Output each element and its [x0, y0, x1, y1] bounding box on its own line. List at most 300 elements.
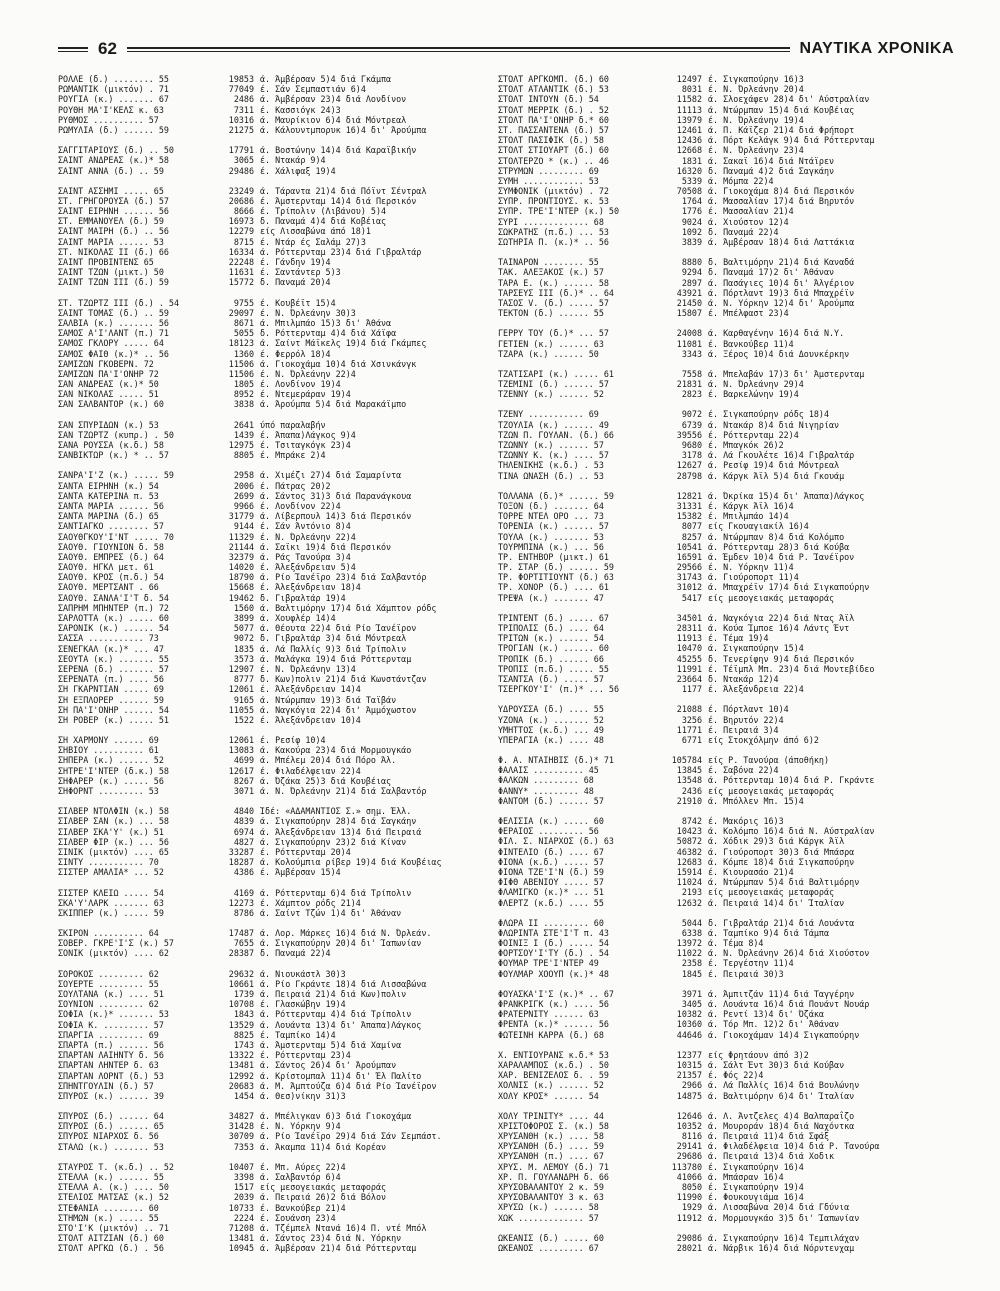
- ship-name: ΣΤΕΦΑΝΙΑ ........ 60: [58, 1202, 159, 1213]
- ship-position: ά. Πειραιά 14)4 δι' Ίταλίαν: [708, 897, 845, 908]
- ship-position: ά. Πειραιά 11)4 διά Σφάξ: [708, 1131, 830, 1142]
- ship-name: ΣΑΙΝΤ ΑΝΝΑ (δ.) .. 59: [58, 165, 164, 176]
- ship-row: [498, 1030, 958, 1040]
- ship-row: [58, 542, 488, 552]
- ship-row: [498, 1233, 958, 1243]
- ship-position: ά. Λά Παλλίς 9)3 διά Τρίπολιν: [260, 643, 407, 654]
- ship-tonnage: 3971: [681, 988, 702, 999]
- ship-position: ά. Πειραιά 26)2 διά Βόλον: [260, 1192, 387, 1203]
- ship-name: ΣΤ. ΝΙΚΟΛΑΣ ΙΙ (δ.) 66: [58, 246, 169, 257]
- ship-group: [58, 74, 488, 135]
- ship-name: ΤΑΣΟΣ V. (δ.) ..... 57: [498, 297, 609, 308]
- ship-name: ΣΑΙΝΤ ΤΖΩΝ (μικτ.) 50: [58, 267, 164, 278]
- ship-tonnage: 9165: [233, 694, 254, 705]
- ship-tonnage: 8825: [233, 1029, 254, 1040]
- ship-row: [58, 745, 488, 755]
- ship-name: ΧΡΥΣΑΝΘΗ (δ.) .... 59: [498, 1141, 604, 1152]
- ship-position: ά. Άκαμπα 11)4 διά Κορέαν: [260, 1141, 387, 1152]
- ship-position: ά. Άμβέρσαν 18)4 διά Λαττάκια: [708, 237, 855, 247]
- ship-position: ά. Λουάντα 13)4 δι' Άπαπα)Λάγκος: [260, 1019, 422, 1030]
- ship-name: ΧΟΛΝΙΣ (κ.) ...... 52: [498, 1080, 604, 1091]
- ship-name: ΤΡ. ΕΝΤΗΒΟΡ (μικτ.) 61: [498, 551, 609, 562]
- ship-position: ά. Μπελαβάν 17)3 δι' Άμστερνταμ: [708, 368, 865, 379]
- ship-tonnage: 1439: [233, 429, 254, 440]
- ship-tonnage: 3256: [681, 714, 702, 725]
- ship-tonnage: 12646: [676, 1110, 702, 1121]
- ship-position: ά. Τέμα 8)4: [708, 938, 764, 949]
- ship-position: ά. Ρόττερνταμ 23)4 διά Γιβραλτάρ: [260, 246, 422, 257]
- ship-name: ΣΤ. ΓΡΗΓΟΡΟΥΣΑ (δ.) 57: [58, 195, 169, 206]
- ship-tonnage: 15807: [676, 308, 702, 319]
- ship-tonnage: 28798: [676, 470, 702, 481]
- ship-name: ΦΟΥΛΜΑΡ ΧΟΟΥΠ (κ.)* 48: [498, 968, 609, 979]
- ship-position: έ. Άμστερνταμ 14)4 διά Περσικόν: [260, 195, 417, 206]
- ship-row: [498, 1009, 958, 1019]
- ship-row: [58, 1162, 488, 1172]
- ship-position: ά. Λουάντα 16)4 διά Πουάντ Νουάρ: [708, 999, 870, 1009]
- ship-row: [498, 1192, 958, 1202]
- ship-name: ΦΙΝΤΕΛΙΟ (δ.) .... 67: [498, 846, 604, 857]
- ship-position: ά. Ρόττερνταμ 28)3 διά Κούβα: [708, 541, 850, 552]
- ship-position: έ. Πειραιά 30)3: [708, 968, 784, 979]
- ship-row: [58, 572, 488, 582]
- ship-row: [58, 308, 488, 318]
- ship-row: [58, 389, 488, 399]
- ship-position: ά. Κολούμπια ρίβερ 19)4 διά Κουβέιας: [260, 857, 442, 868]
- ship-position: ά. Ξέρος 10)4 διά Δουνκέρκην: [708, 348, 850, 359]
- ship-position: ά. Άμβέρσαν 21)4 διά Ρόττερνταμ: [260, 1243, 417, 1254]
- ship-tonnage: 11506: [228, 368, 254, 379]
- ship-tonnage: 3071: [233, 786, 254, 796]
- ship-name: ΣΑΝ ΤΖΩΡΤΖ (κυπρ.) . 50: [58, 429, 174, 440]
- ship-name: ΣΟΒΕΡ. ΓΚΡΕ'Ι'Σ (κ.) 57: [58, 938, 174, 949]
- ship-tonnage: 21144: [228, 541, 254, 552]
- ship-tonnage: 5044: [681, 917, 702, 928]
- ship-tonnage: 8031: [681, 84, 702, 95]
- ship-row: [498, 1019, 958, 1029]
- ship-group: [498, 1233, 958, 1253]
- ship-position: έ. Άλεξάνδρειαν 14)4: [260, 684, 361, 695]
- ship-tonnage: 11024: [676, 877, 702, 888]
- ship-position: έ. Ντάρ ές Σαλάμ 27)3: [260, 236, 366, 247]
- ship-tonnage: 9966: [233, 500, 254, 511]
- ship-position: έ. Σαντάντερ 5)3: [260, 267, 341, 278]
- ship-name: ΤΡΟΓΙΑΝ (κ.) ...... 60: [498, 643, 609, 654]
- ship-row: [58, 1223, 488, 1233]
- ship-group: [498, 613, 958, 695]
- ship-tonnage: 6739: [681, 419, 702, 430]
- ship-row: [58, 755, 488, 765]
- ship-group: [498, 1050, 958, 1101]
- ship-name: ΣΑΜΟΣ ΓΚΛΟΡΥ ..... 64: [58, 338, 164, 349]
- ship-position: ά. Άμπιτζάν 11)4 διά Ταγγέρην: [708, 988, 855, 999]
- ship-row: [58, 521, 488, 531]
- ship-name: ΣΠΑΡΤΑΝ ΛΟΡΝΤ (δ.) 53: [58, 1070, 164, 1081]
- ship-row: [498, 430, 958, 440]
- ship-name: ΦΡΕΝΤΑ (κ.)* ...... 56: [498, 1019, 609, 1030]
- ship-position: είς μεσογειακάς μεταφοράς: [708, 887, 835, 898]
- ship-tonnage: 12461: [676, 124, 702, 135]
- ship-name: ΣΗΦΑΡΕΡ (κ.) ..... 56: [58, 775, 164, 786]
- ship-position: ά. Άμβέρσαν 23)4 διά Λονδίνον: [260, 94, 407, 105]
- ship-position: ά. Όκρίκα 15)4 δι' Άπαπα)Λάγκος: [708, 490, 865, 501]
- ship-tonnage: 16334: [228, 246, 254, 257]
- ship-name: ΣΑΝΤΑ ΜΑΡΙΝΑ (δ.) 65: [58, 511, 159, 522]
- ship-name: ΤΡ. ΣΤΑΡ (δ.) ...... 59: [498, 562, 614, 573]
- ship-position: είς Στοκχόλμην άπό 6)2: [708, 734, 819, 745]
- ship-row: [58, 633, 488, 643]
- ship-row: [498, 369, 958, 379]
- ship-name: ΤΑΚ. ΑΛΕΞΑΚΟΣ (κ.) 57: [498, 267, 604, 278]
- ship-row: [58, 806, 488, 816]
- ship-tonnage: 1845: [681, 968, 702, 979]
- ship-position: ά. Λισσαβώνα 20)4 διά Γδύνια: [708, 1202, 850, 1213]
- ship-tonnage: 13481: [228, 1060, 254, 1071]
- ship-position: έ. Σουάνση 23)4: [260, 1212, 336, 1223]
- ship-row: [498, 999, 958, 1009]
- ship-position: ά. Ρεσίφ 19)4 διά Μόντρεαλ: [708, 460, 840, 471]
- ship-row: [58, 470, 488, 480]
- ship-name: ΣΑΓΓΙΤΑΡΙΟΥΣ (δ.) .. 50: [58, 145, 174, 156]
- ship-tonnage: 8050: [681, 1182, 702, 1192]
- ship-position: είς μεσογειακάς μεταφοράς: [260, 1182, 387, 1193]
- ship-name: ΦΟΙΝΙΞ Ι (δ.) ..... 54: [498, 938, 609, 949]
- ship-name: ΧΡΥΣΟΒΑΛΑΝΤΟΥ 2 κ. 59: [498, 1182, 604, 1192]
- ship-tonnage: 5077: [233, 623, 254, 634]
- ship-position: είς Γκουαγιακίλ 16)4: [708, 521, 809, 532]
- page-number: 62: [98, 39, 117, 58]
- ship-position: έ. Ν. Όρλεάνην 22)4: [260, 531, 356, 542]
- ship-row: [498, 1070, 958, 1080]
- ship-tonnage: 29686: [676, 1151, 702, 1162]
- ship-row: [498, 582, 958, 592]
- ship-row: [58, 501, 488, 511]
- ship-row: [498, 257, 958, 267]
- ship-row: [498, 145, 958, 155]
- ship-tonnage: 1177: [681, 684, 702, 695]
- ship-tonnage: 8116: [681, 1131, 702, 1142]
- ship-row: [498, 1131, 958, 1141]
- ship-row: [58, 1050, 488, 1060]
- ship-row: [498, 196, 958, 206]
- ship-tonnage: 23249: [228, 185, 254, 196]
- ship-position: ά. Λίβερπουλ 14)3 διά Περσικόν: [260, 511, 412, 522]
- ship-tonnage: 44646: [676, 1029, 702, 1040]
- ship-name: ΣΕΝΕΓΚΑΛ (κ.)* ... 47: [58, 643, 164, 654]
- ship-tonnage: 1560: [233, 602, 254, 613]
- ship-tonnage: 1454: [233, 1090, 254, 1101]
- ship-row: [58, 349, 488, 359]
- ship-tonnage: 2823: [681, 389, 702, 400]
- ship-position: έ. Λονδίνον 19)4: [260, 379, 341, 390]
- ship-row: [498, 816, 958, 826]
- ship-position: ά. Ντώρμπαν 5)4 διά Βαλτιμόρην: [708, 877, 860, 888]
- ship-row: [58, 613, 488, 623]
- ship-name: ΣΗΦΟΡΝΤ ......... 53: [58, 786, 159, 796]
- ship-tonnage: 2966: [681, 1080, 702, 1091]
- ship-tonnage: 13845: [676, 765, 702, 776]
- ship-tonnage: 3838: [233, 399, 254, 410]
- ship-tonnage: 9072: [233, 633, 254, 644]
- ship-row: [498, 532, 958, 542]
- ship-position: ά. Κούα Ίμποε 16)4 Λάντς Έντ: [708, 623, 850, 633]
- ship-name: ΣΑΙΝΤ ΑΣΣΗΜΙ ..... 65: [58, 185, 164, 196]
- ship-row: [498, 206, 958, 216]
- ship-tonnage: 3343: [681, 348, 702, 359]
- ship-tonnage: 12436: [676, 135, 702, 146]
- ship-position: ά. Ρίο Ίανέϊρο 23)4 διά Σαλβαντόρ: [260, 572, 427, 583]
- ship-name: ΣΤΟΛΤ ΣΤΙΟΥΑΡΤ (δ.) 60: [498, 145, 609, 156]
- ship-tonnage: 21275: [228, 124, 254, 135]
- ship-tonnage: 13972: [676, 938, 702, 949]
- ship-row: [58, 1172, 488, 1182]
- ship-tonnage: 13322: [228, 1050, 254, 1061]
- ship-row: [498, 298, 958, 308]
- ship-name: ΣΠΥΡΟΣ (κ.) ...... 39: [58, 1090, 164, 1101]
- ship-name: ΤΙΝΑ ΩΝΑΣΗ (δ.) .. 53: [498, 470, 604, 481]
- ship-position: δ. Παναμά 20)4: [260, 277, 331, 288]
- ship-tonnage: 15382: [676, 511, 702, 522]
- ship-name: ΣΗΒΙΟΥ .......... 61: [58, 745, 159, 756]
- ship-name: Χ. ΕΝΤΙΟΥΡΑΝΣ κ.δ.* 53: [498, 1049, 609, 1060]
- ship-tonnage: 43921: [676, 287, 702, 298]
- ship-position: ά. Χιούστον 12)4: [708, 216, 789, 227]
- ship-name: ΤΗΛΕΝΙΚΗΣ (κ.δ.) . 53: [498, 460, 604, 471]
- ship-row: [58, 999, 488, 1009]
- ship-row: [58, 145, 488, 155]
- ship-position: ά. Μορμουγκάο 3)5 δι' Ίαπωνίαν: [708, 1212, 860, 1223]
- ship-name: ΣΑΡΛΟΤΤΑ (κ.) ..... 60: [58, 613, 169, 623]
- ship-tonnage: 5417: [681, 592, 702, 603]
- ship-name: ΣΑΝ ΣΠΥΡΙΔΩΝ (κ.) 53: [58, 419, 159, 430]
- ship-group: [498, 1111, 958, 1223]
- ship-name: ΣΑΙΝΤ ΠΡΟΒΙΝΤΕΝΣ 65: [58, 257, 154, 267]
- ship-position: ά. Ρίο Ίανέϊρο 29)4 διά Σάν Σεμπάστ.: [260, 1131, 442, 1142]
- ship-name: ΣΙΣΤΕΡ ΚΛΕΙΩ ..... 54: [58, 887, 164, 898]
- ship-name: ΣΑΙΝΤ ΤΟΜΑΣ (δ.) .. 59: [58, 307, 169, 318]
- ship-position: ά. Ναγκόγια 22)4 διά Ντας Άϊλ: [708, 612, 855, 623]
- ship-position: ά. Σακαϊ 16)4 διά Ντάϊρεν: [708, 155, 835, 166]
- ship-row: [58, 399, 488, 409]
- ship-tonnage: 7353: [233, 1141, 254, 1152]
- ship-name: ΦΑΝΝΥ* ......... 48: [498, 785, 594, 796]
- ship-name: ΤΣΑΝΤΣΑ (δ.) ..... 57: [498, 673, 604, 684]
- ship-position: ά. Σιγκαπούρην 20)4 δι' Ίαπωνίαν: [260, 938, 422, 949]
- ship-tonnage: 7655: [233, 938, 254, 949]
- ship-tonnage: 11506: [228, 358, 254, 369]
- ship-tonnage: 5339: [681, 175, 702, 186]
- ship-tonnage: 13979: [676, 114, 702, 125]
- ship-position: ά. Λ. Άντζελες 4)4 Βαλπαραΐζο: [708, 1110, 855, 1121]
- ship-name: ΣΑΝΤΑ ΚΑΤΕΡΙΝΑ π. 53: [58, 490, 159, 501]
- ship-row: [498, 786, 958, 796]
- ship-name: ΣΑΟΥΘ. ΣΑΝΛΑ'Ι'Τ δ. 54: [58, 592, 169, 603]
- ship-row: [58, 623, 488, 633]
- ship-tonnage: 9294: [681, 267, 702, 278]
- ship-row: [58, 1009, 488, 1019]
- ship-name: ΦΑΛΚΩΝ ......... 68: [498, 775, 594, 786]
- ship-row: [498, 938, 958, 948]
- ship-name: ΣΗ ΓΚΑΡΝΤΙΑΝ ..... 69: [58, 684, 164, 695]
- ship-tonnage: 12975: [228, 440, 254, 450]
- ship-position: ά. Θεσ)νίκην 31)3: [260, 1090, 346, 1101]
- ship-tonnage: 2958: [233, 470, 254, 481]
- ship-position: έ. Σιγκαπούρην 19)4: [708, 1182, 804, 1192]
- ship-row: [498, 1050, 958, 1060]
- ship-position: ά. Κολόμπο 16)4 διά Ν. Αύστραλίαν: [708, 826, 875, 837]
- ship-row: [498, 186, 958, 196]
- ship-name: ΣΟΦΙΑ (κ.)* ....... 53: [58, 1009, 169, 1020]
- ship-row: [498, 1060, 958, 1070]
- ship-tonnage: 70508: [676, 186, 702, 197]
- ship-name: ΤΖΩΝΝΥ (κ.) ...... 57: [498, 440, 604, 450]
- ship-tonnage: 12061: [228, 684, 254, 695]
- ship-position: έ. Άπαπα)Λάγκος 9)4: [260, 429, 356, 440]
- ship-row: [58, 1213, 488, 1223]
- ship-row: [58, 277, 488, 287]
- ship-tonnage: 16320: [676, 165, 702, 176]
- ship-row: [58, 674, 488, 684]
- ship-row: [498, 715, 958, 725]
- ship-name: ΦΛΩΡΑ ΙΙ ......... 60: [498, 917, 604, 928]
- ship-name: ΤΑΙΝΑΡΟΝ ........ 55: [498, 257, 599, 268]
- ship-tonnage: 1522: [233, 714, 254, 725]
- page-header: [58, 38, 960, 60]
- ship-row: [498, 633, 958, 643]
- ship-position: ά. Κακούρα 23)4 διά Μορμουγκάο: [260, 745, 412, 756]
- ship-name: ΦΡΑΝΚΡΙΓΚ (κ.) .... 56: [498, 999, 609, 1009]
- ship-name: ΣΑΟΥΘ. ΚΡΟΣ (π.δ.) 54: [58, 572, 164, 583]
- ship-group: [58, 298, 488, 410]
- ship-tonnage: 31779: [228, 511, 254, 522]
- ship-position: είς μεσογειακάς μεταφοράς: [708, 785, 835, 796]
- ship-row: [498, 176, 958, 186]
- ship-row: [58, 786, 488, 796]
- ship-tonnage: 3573: [233, 653, 254, 664]
- ship-tonnage: 2897: [681, 277, 702, 288]
- ship-tonnage: 3398: [233, 1172, 254, 1182]
- ship-tonnage: 17487: [228, 928, 254, 939]
- ship-position: ά. Καρθαγένην 16)4 διά Ν.Υ.: [708, 328, 845, 339]
- ship-position: έ. Ν. Υόρκην 11)4: [708, 562, 794, 573]
- ship-row: [58, 664, 488, 674]
- ship-tonnage: 105784: [671, 755, 702, 766]
- ship-name: ΣΑΟΥΘ. ΕΜΠΡΕΣ (δ.) 64: [58, 551, 164, 562]
- ship-name: ΣΟΥΝΙΟΝ ......... 62: [58, 999, 159, 1010]
- ship-tonnage: 3178: [681, 450, 702, 461]
- ship-position: έ. Ρόττερνταμ 20)4: [260, 846, 351, 857]
- ship-tonnage: 1805: [233, 379, 254, 390]
- ship-position: ά. Όζάκα 25)3 διά Κουβέιας: [260, 775, 392, 786]
- ship-row: [58, 196, 488, 206]
- ship-row: [498, 674, 958, 684]
- ship-position: ά. Σαίντ Τζών 1)4 δι' Άθάναν: [260, 907, 402, 918]
- ship-tonnage: 8666: [233, 206, 254, 217]
- ship-tonnage: 20683: [228, 1080, 254, 1091]
- ship-position: έ. Χάμπτον ρόδς 21)4: [260, 897, 361, 908]
- ship-tonnage: 9072: [681, 409, 702, 420]
- ship-position: ά. Μπιλμπάο 15)3 δι' Άθάνα: [260, 317, 392, 328]
- ship-position: ά. Μπάσραν 16)4: [708, 1171, 784, 1182]
- ship-tonnage: 10382: [676, 1009, 702, 1020]
- right-column: [498, 74, 958, 1263]
- ship-name: ΡΩΜΥΛΙΑ (δ.) ...... 59: [58, 124, 169, 135]
- ship-tonnage: 10733: [228, 1202, 254, 1213]
- ship-tonnage: 1831: [681, 155, 702, 166]
- ship-row: [498, 847, 958, 857]
- ship-name: ΣΑΟΥΘ. ΓΙΟΥΝΙΟΝ δ. 58: [58, 541, 164, 552]
- ship-position: είς μεσογειακάς μεταφοράς: [708, 592, 835, 603]
- ship-name: ΣΑΝ ΑΝΔΡΕΑΣ (κ.)* 50: [58, 379, 159, 390]
- ship-row: [498, 471, 958, 481]
- ship-tonnage: 34501: [676, 612, 702, 623]
- ship-tonnage: 10315: [676, 1059, 702, 1070]
- ship-row: [498, 755, 958, 765]
- ship-name: ΣΤΟΛΤ ΙΝΤΟΥΝ (δ.) 54: [498, 94, 599, 105]
- ship-position: ά. Σιγκαπούρην 15)4: [708, 643, 804, 654]
- ship-position: ά. Ν. Όρλεάνην 26)4 διά Χιούστον: [708, 948, 870, 959]
- ship-name: ΡΟΥΘΗ ΜΑ'Ι'ΚΕΛΣ κ. 63: [58, 104, 164, 115]
- ship-position: έ. Ρόττερνταμ 22)4: [708, 429, 799, 440]
- ship-row: [58, 979, 488, 989]
- ship-name: ΣΑΜΙΖΩΝ ΓΚΟΒΕΡΝ. 72: [58, 358, 154, 369]
- ship-position: έ. Λονδίνον 22)4: [260, 500, 341, 511]
- ship-position: ά. Θέουτα 22)4 διά Ρίο Ίανέϊρον: [260, 623, 417, 634]
- ship-name: ΣΙΛΒΕΡ ΝΤΟΛΦΙΝ (κ.) 58: [58, 806, 169, 817]
- ship-row: [58, 827, 488, 837]
- ship-tonnage: 8267: [233, 775, 254, 786]
- ship-tonnage: 1929: [681, 1202, 702, 1213]
- ship-name: ΤΟΛΛΑΝΑ (δ.)* ...... 59: [498, 490, 614, 501]
- ship-tonnage: 4827: [233, 836, 254, 847]
- ship-row: [498, 623, 958, 633]
- ship-tonnage: 8880: [681, 257, 702, 268]
- ship-position: ά. Έμδεν 10)4 διά Ρ. Ίανέϊρον: [708, 551, 855, 562]
- ship-name: ΣΕΡΕΝΑ (δ.) ....... 57: [58, 663, 169, 674]
- ship-row: [498, 867, 958, 877]
- ship-name: ΣΩΤΗΡΙΑ Π. (κ.)* .. 56: [498, 237, 609, 247]
- ship-position: έ. Σάν Άντόνιο 8)4: [260, 521, 351, 532]
- ship-name: ΥΔΡΟΥΣΣΑ (δ.) .... 55: [498, 704, 604, 715]
- ship-position: έ. Μακόρις 16)3: [708, 816, 784, 826]
- ship-name: ΣΟΥΛΤΑΝΑ (κ.) .... 51: [58, 989, 164, 999]
- ship-tonnage: 8742: [681, 816, 702, 826]
- ship-position: ά. Σιγκαπούρην 28)4 διά Σαγκάην: [260, 816, 417, 827]
- ship-name: ΧΟΛΥ ΚΡΟΣ* ...... 54: [498, 1090, 599, 1101]
- ship-row: [58, 593, 488, 603]
- ship-tonnage: 13083: [228, 745, 254, 756]
- ship-group: [58, 470, 488, 725]
- ship-tonnage: 10470: [676, 643, 702, 654]
- ship-position: έ. Τσιταγκόγκ 23)4: [260, 440, 351, 450]
- ship-name: ΣΙΛΒΕΡ ΣΚΑ'Υ' (κ.) 51: [58, 826, 164, 837]
- ship-position: έ. Τέϊμπλ Μπ. 23)4 διά Μοντεβίδεο: [708, 663, 875, 674]
- ship-group: [58, 928, 488, 959]
- ship-row: [58, 776, 488, 786]
- ship-position: έ. Ρόττερνταμ 23)4: [260, 1050, 351, 1061]
- ship-row: [58, 440, 488, 450]
- ship-tonnage: 8671: [233, 317, 254, 328]
- ship-tonnage: 2193: [681, 887, 702, 898]
- ship-group: [58, 145, 488, 176]
- ship-tonnage: 13529: [228, 1019, 254, 1030]
- ship-row: [58, 1071, 488, 1081]
- ship-position: έ. Μπιλμπάο 14)4: [708, 511, 789, 522]
- ship-tonnage: 29141: [676, 1141, 702, 1152]
- ship-row: [498, 227, 958, 237]
- ship-tonnage: 2699: [233, 490, 254, 501]
- ship-name: ΣΑΡΟΝΙΚ (κ.) ...... 54: [58, 623, 169, 634]
